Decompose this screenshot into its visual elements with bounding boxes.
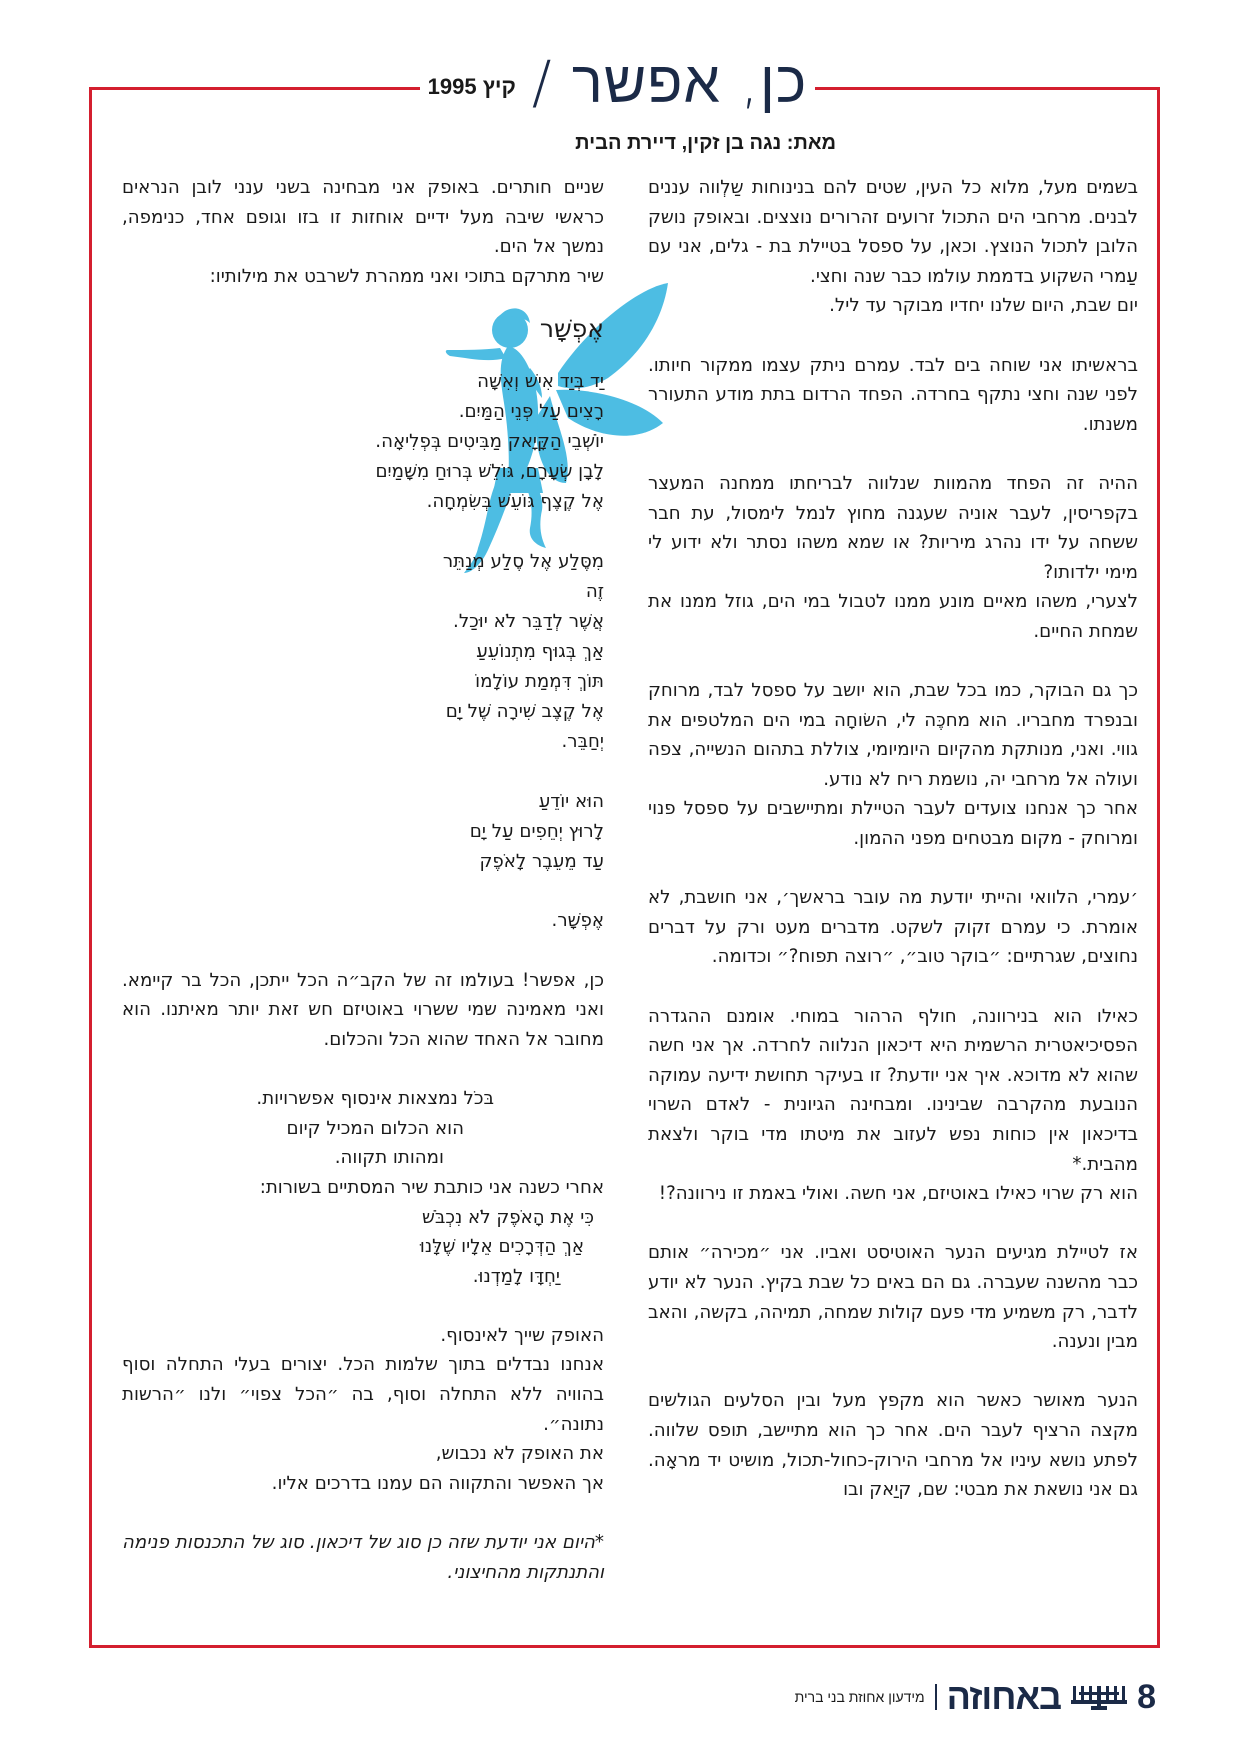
poem-line: אֶל קֶצֶף גּוֹעֵשׁ בְּשִׂמְחָה.	[426, 491, 604, 513]
poem-line: יַד בְּיַד אִישׁ וְאִשָּׁה	[477, 371, 604, 393]
page-subtitle: קיץ 1995	[427, 74, 516, 99]
poem-line: לָרוּץ יְחֵפִים עַל יָם	[469, 820, 604, 842]
paragraph: אז לטיילת מגיעים הנער האוטיסט ואביו. אני ״מכירה״ אותם כבר מהשנה שעברה. גם הם באים כל שבת בקיץ. הנער לא יודע לדבר, רק משמיע מדי פעם קולות שמחה, תמיהה, בקשה, והאב מבין ונענה.	[648, 1242, 1138, 1353]
footer	[795, 1676, 1156, 1718]
brand-logo: באחוזה	[946, 1676, 1062, 1717]
author-byline: מאת: נגה בן זקין, דיירת הבית	[575, 132, 836, 154]
poem-line: אֲשֶׁר לְדַבֵּר לֹא יוּכַל.	[453, 610, 604, 632]
footnote: *היום אני יודעת שזה כן סוג של דיכאון. סוג של התכנסות פנימה והתנתקות מהחיצוני.	[122, 1532, 604, 1583]
poem-line: רָצִים עַל פְּנֵי הַמַּיִם.	[458, 401, 604, 423]
paragraph: את האופק לא נכבוש,	[435, 1443, 604, 1465]
poem-line: אֶפְשָׁר.	[551, 910, 604, 932]
page-number: 8	[1137, 1677, 1156, 1716]
title-block	[420, 42, 815, 122]
paragraph: אנחנו נבדלים בתוך שלמות הכל. יצורים בעלי התחלה וסוף בהוויה ללא התחלה וסוף, בה ״הכל צפוי״ ולנו ״הרשות נתונה״.	[122, 1354, 604, 1435]
poem-line: הוּא יוֹדֵעַ	[538, 790, 604, 812]
paragraph: בשמים מעל, מלוא כל העין, שטים להם בנינוחות שַלְווה עננים לבנים. מרחבי הים התכול זרועים זהרורים נוצצים. ובאופק נושק הלובן לתכול הנוצץ. וכאן, על ספסל בטיילת בת - גלים, אני עם עַמרי השקוע בדממת עולמו כבר שנה וחצי.	[648, 177, 1138, 287]
paragraph: אך האפשר והתקווה הם עמנו בדרכים אליו.	[271, 1472, 604, 1494]
menorah-icon	[1071, 1684, 1127, 1710]
poem-title: אֶפְשָׁר	[539, 314, 604, 344]
poem-line: אֶל קֶצֶב שִׁירָה שֶׁל יָם	[445, 700, 604, 722]
paragraph: שיר מתרקם בתוכי ואני ממהרת לשרבט את מילותיו:	[209, 265, 604, 287]
paragraph: שניים חותרים. באופק אני מבחינה בשני ענני לובן הנראים כראשי שיבה מעל ידיים אוחזות זו בזו וגופם אחד, כנימפה, נמשך אל הים.	[122, 177, 604, 258]
poem-line: תּוֹךְ דִּמְמַת עוֹלָמוֹ	[475, 670, 604, 692]
footer-divider	[935, 1684, 937, 1710]
poem	[122, 311, 604, 936]
paragraph: ׳עמרי, הלוואי והייתי יודעת מה עובר בראשך׳, אני חושבת, לא אומרת. כי עמרם זקוק לשקט. מדברים מעט ורק על דברים נחוצים, שגרתיים: ״בוקר טוב״, ״רוצה תפוח?״ וכדומה.	[648, 887, 1138, 968]
paragraph: כך גם הבוקר, כמו בכל שבת, הוא יושב על ספסל לבד, מרוחק ובנפרד מחבריו. הוא מחכֶּה לי, השׂוחָה במי הים המלטפים את גווי. ואני, מנותקת מהקיום היומיומי, צוללת בתהום הנשייה, צפה ועולה אל מרחבי יה, נושמת ריח לא נודע.	[648, 680, 1138, 790]
poem-line: מִסֶּלַע אֶל סֶלַע מְנַתֵּר	[442, 550, 604, 572]
paragraph: אחר כך אנחנו צועדים לעבר הטיילת ומתיישבים על ספסל פנוי ומרוחק - מקום מבטחים מפני ההמון.	[648, 798, 1138, 850]
quoted-line: יַחְדָּו לָמַדְנוּ.	[472, 1265, 560, 1287]
paragraph: אחרי כשנה אני כותבת שיר המסתיים בשורות:	[259, 1176, 604, 1198]
centered-line: הוא הכלום המכיל קיום	[286, 1117, 464, 1139]
poem-line: לָבָן שְׂעָרָם, גּוֹלֵשׁ בְּרוּחַ מִשָּׁמַיִם	[375, 461, 604, 483]
centered-line: ומהותו תקווה.	[334, 1147, 444, 1169]
centered-line: בּכֹל נמצאות אינסוף אפשרויות.	[256, 1088, 494, 1110]
poem-line: אַךְ בְּגוּף מִתְנוֹעֵעַ	[476, 640, 604, 662]
paragraph: לצערי, משהו מאיים מונע ממנו לטבול במי הים, גוזל ממנו את שמחת החיים.	[648, 591, 1138, 642]
paragraph: הנער מאושר כאשר הוא מקפץ מעל ובין הסלעים הגולשים מקצה הרציף לעבר הים. אחר כך הוא מתיישב, תופס שלווה. לפתע נושא עיניו אל מרחבי הירוק-כחול-תכול, מושיט יד מראָה. גם אני נושאת את מבטי: שם, קיַאק ובו	[648, 1390, 1138, 1501]
paragraph: ההיה זה הפחד מהמוות שנלווה לבריחתו ממחנה המעצר בקפריסין, לעבר אוניה שעגנה מחוץ לנמל לימסול, עת חבר ששחה על ידו נהרג מיריות? או שמא משהו נסתר ולא ידוע לי מימי ילדותו?	[648, 472, 1138, 583]
paragraph: בראשיתו אני שוחה בים לבד. עמרם ניתק עצמו ממקור חיותו. לפני שנה וחצי נתקף בחרדה. הפחד הרדום בתת מודע התעורר משנתו.	[648, 354, 1138, 435]
quoted-line: כִּי אֶת הָאֹפֶק לֹא נִכְבֹּשׁ	[421, 1206, 594, 1228]
poem-line: יְחַבֵּר.	[561, 730, 604, 752]
paragraph: האופק שייך לאינסוף.	[440, 1324, 604, 1346]
paragraph: כן, אפשר! בעולמו זה של הקב״ה הכל ייתכן, הכל בר קיימא. ואני מאמינה שמי ששרוי באוטיזם חש זאת יותר מאיתנו. הוא מחובר אל האחד שהוא הכל והכלום.	[122, 969, 604, 1050]
left-column	[122, 173, 604, 1587]
poem-line: יוֹשְׁבֵי הַקָּיָאק מַבִּיטִים בְּפְלִיאָה.	[375, 431, 604, 453]
right-column	[648, 173, 1138, 1505]
page-title: כן, אפשר /	[531, 48, 808, 116]
poem-line: עַד מֵעֵבֶר לָאֹפֶק	[479, 850, 604, 872]
footer-tagline: מידעון אחוזת בני ברית	[794, 1689, 925, 1705]
paragraph: הוא רק שרוי כאילו באוטיזם, אני חשה. ואולי באמת זו נירוונה?!	[658, 1183, 1138, 1205]
paragraph: יום שבת, היום שלנו יחדיו מבוקר עד ליל.	[829, 295, 1138, 317]
paragraph: כאילו הוא בנירוונה, חולף הרהור במוחי. אומנם ההגדרה הפסיכיאטרית הרשמית היא דיכאון הנלווה לחרדה. אך אני חשה שהוא לא מדוכא. איך אני יודעת? זו בעיקר תחושת ידיעה עמוקה הנובעת מהקרבה שבינינו. ומבחינה הגיונית - לאדם השרוי בדיכאון אין כוחות נפש לעזוב את מיטתו מדי בוקר ולצאת מהבית.*	[648, 1005, 1138, 1175]
quoted-line: אַךְ הַדְּרָכִים אֵלָיו שֶׁלָּנוּ	[419, 1236, 584, 1258]
poem-line: זֶה	[585, 580, 604, 602]
